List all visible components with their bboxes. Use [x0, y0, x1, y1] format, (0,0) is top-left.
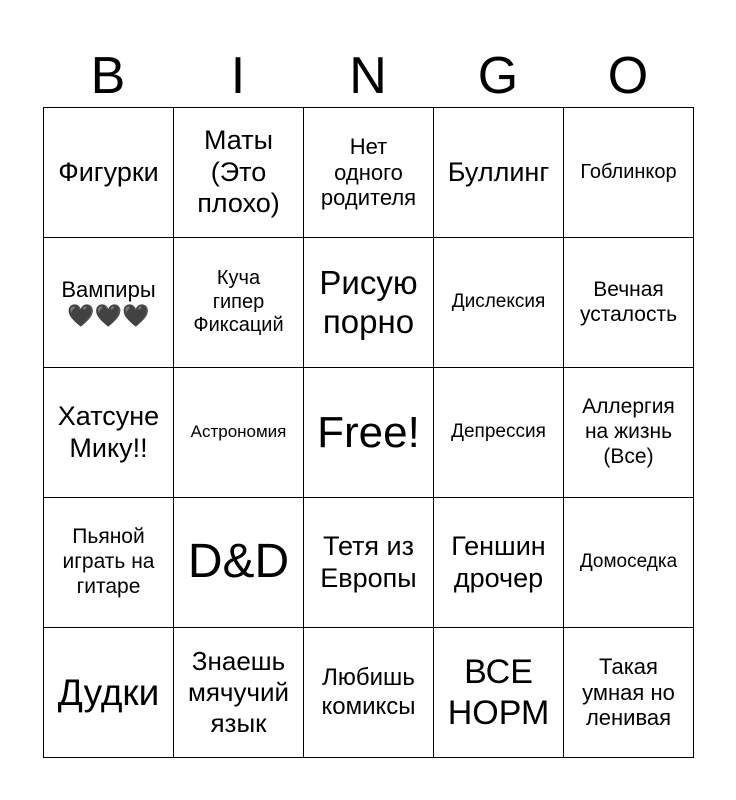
bingo-cell[interactable]: Фигурки [44, 108, 174, 238]
bingo-cell[interactable]: Такая умная но ленивая [564, 628, 694, 758]
bingo-cell[interactable]: Знаешь мячучий язык [174, 628, 304, 758]
bingo-cell[interactable]: Пьяной играть на гитаре [44, 498, 174, 628]
bingo-header [43, 44, 693, 108]
header-letter-i: I [230, 47, 246, 105]
bingo-grid [43, 107, 694, 758]
bingo-cell[interactable]: Дислексия [434, 238, 564, 368]
bingo-cell[interactable]: D&D [174, 498, 304, 628]
bingo-cell[interactable]: Вампиры 🖤🖤🖤 [44, 238, 174, 368]
bingo-cell[interactable]: Гоблинкор [564, 108, 694, 238]
bingo-cell[interactable]: Хатсуне Мику!! [44, 368, 174, 498]
bingo-cell[interactable]: ВСЕ НОРМ [434, 628, 564, 758]
bingo-cell[interactable]: Астрономия [174, 368, 304, 498]
bingo-cell[interactable]: Аллергия на жизнь (Все) [564, 368, 694, 498]
bingo-cell[interactable]: Дудки [44, 628, 174, 758]
bingo-cell[interactable]: Куча гипер Фиксаций [174, 238, 304, 368]
header-letter-b: B [90, 47, 126, 105]
bingo-cell[interactable]: Любишь комиксы [304, 628, 434, 758]
bingo-cell[interactable]: Маты (Это плохо) [174, 108, 304, 238]
bingo-cell[interactable]: Геншин дрочер [434, 498, 564, 628]
header-letter-g: G [477, 47, 519, 105]
bingo-cell[interactable]: Тетя из Европы [304, 498, 434, 628]
bingo-cell[interactable]: Буллинг [434, 108, 564, 238]
bingo-cell[interactable]: Домоседка [564, 498, 694, 628]
header-letter-n: N [349, 47, 387, 105]
bingo-cell[interactable]: Рисую порно [304, 238, 434, 368]
bingo-cell[interactable]: Нет одного родителя [304, 108, 434, 238]
bingo-cell[interactable]: Вечная усталость [564, 238, 694, 368]
header-letter-o: O [607, 47, 649, 105]
bingo-cell free-space[interactable]: Free! [304, 368, 434, 498]
bingo-cell[interactable]: Депрессия [434, 368, 564, 498]
